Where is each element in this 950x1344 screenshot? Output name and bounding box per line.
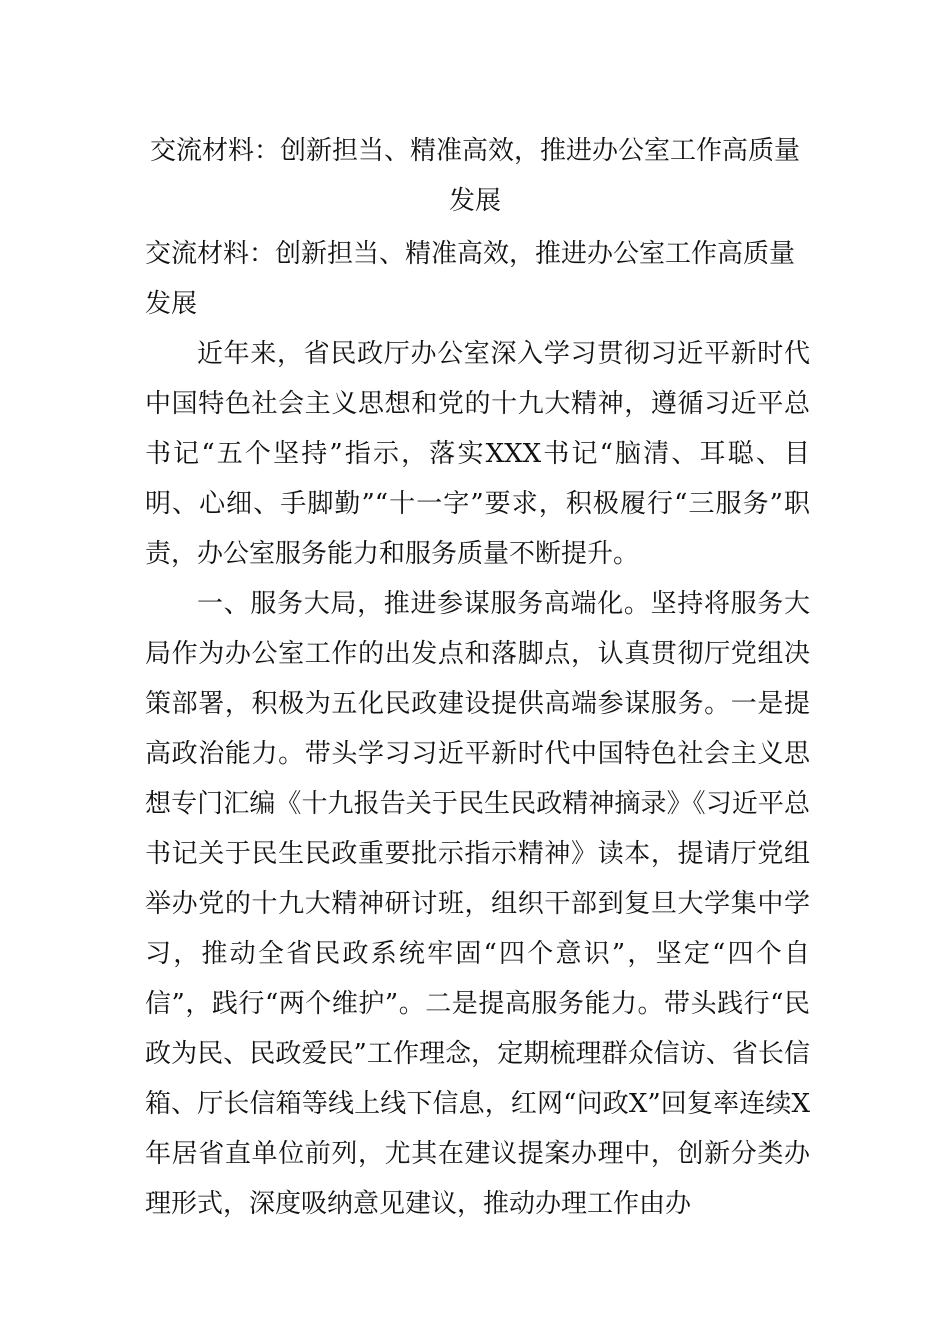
paragraph-section-one: 一、服务大局，推进参谋服务高端化。坚持将服务大局作为办公室工作的出发点和落脚点，认真贯彻厅党组决策部署，积极为五化民政建设提供高端参谋服务。一是提高政治能力。带头学习习近平新时代中国特色社会主义思想专门汇编《十九报告关于民生民政精神摘录》《习近平总书记关于民生民政重要批示指示精神》读本，提请厅党组举办党的十九大精神研讨班，组织干部到复旦大学集中学习，推动全省民政系统牢固“四个意识”，坚定“四个自信”，践行“两个维护”。二是提高服务能力。带头践行“民政为民、民政爱民”工作理念，定期梳理群众信访、省长信箱、厅长信箱等线上线下信息，红网“问政X”回复率连续X年居省直单位前列，尤其在建议提案办理中，创新分类办理形式，深度吸纳意见建议，推动办理工作由办 — [145, 589, 810, 1219]
document-body — [145, 329, 810, 1229]
paragraph-intro: 近年来，省民政厅办公室深入学习贯彻习近平新时代中国特色社会主义思想和党的十九大精神，遵循习近平总书记“五个坚持”指示，落实XXX书记“脑清、耳聪、目明、心细、手脚勤”“十一字”要求，积极履行“三服务”职责，办公室服务能力和服务质量不断提升。 — [145, 339, 810, 569]
document-title: 交流材料：创新担当、精准高效，推进办公室工作高质量发展 — [149, 136, 800, 216]
document-subtitle: 交流材料：创新担当、精准高效，推进办公室工作高质量发展 — [145, 239, 796, 319]
